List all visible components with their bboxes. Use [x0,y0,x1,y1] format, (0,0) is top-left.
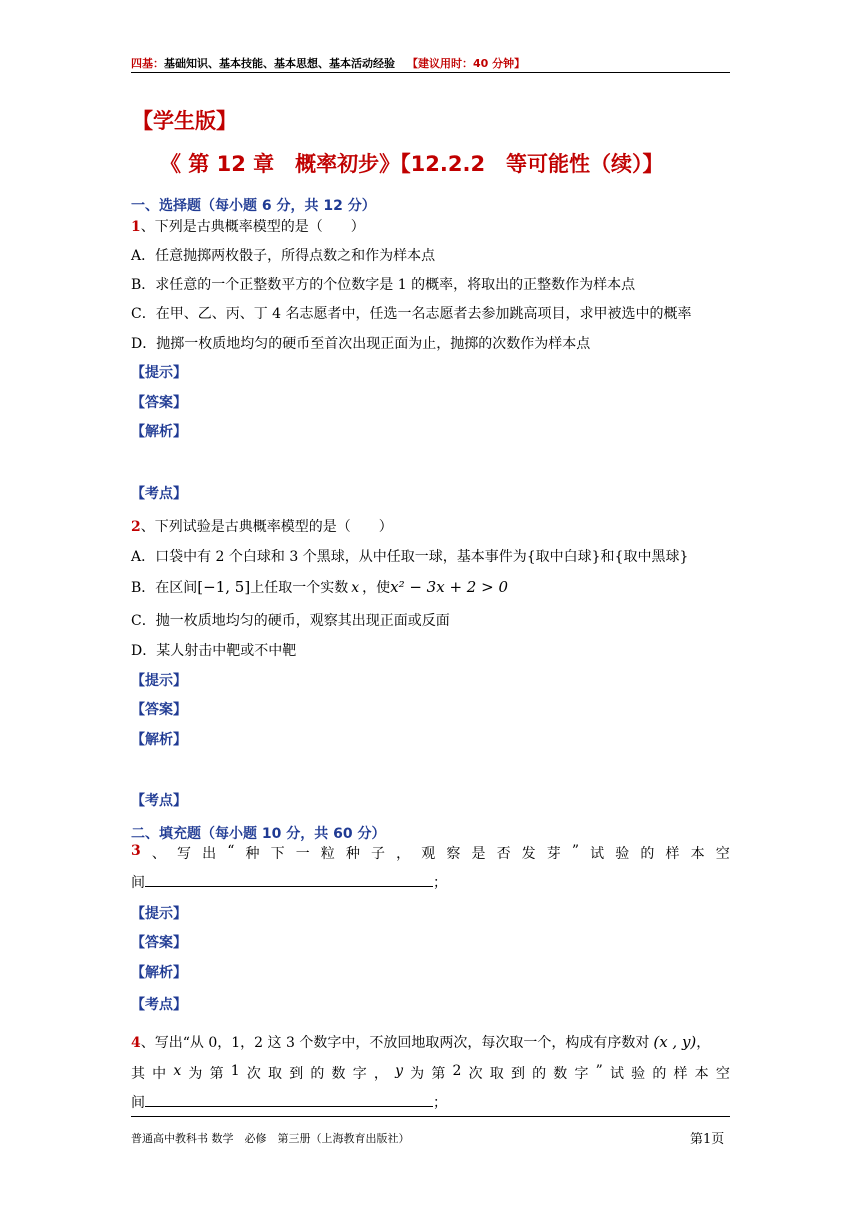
q4-line1-text: 、写出“从 0，1，2 这 3 个数字中，不放回地取两次，每次取一个，构成有序数对 [140,1035,650,1051]
q4-char: 的 [310,1066,325,1082]
q4-char: 1 [230,1063,240,1079]
chapter-title: 《 第 12 章 概率初步》【12.2.2 等可能性（续）】 [160,152,664,176]
q3-char: 子 [371,846,386,862]
q2-option-b-post: ，使 [362,580,391,596]
q4-number: 4 [131,1035,141,1051]
q2-stem-text: 、下列试验是古典概率模型的是（ ） [140,519,393,535]
q2-analysis-tag: 【解析】 [131,732,187,748]
q4-char: 取 [489,1066,504,1082]
q4-char: 数 [553,1066,568,1082]
footer-rule [131,1116,730,1117]
q1-option-d: D．抛掷一枚质地均匀的硬币至首次出现正面为止，抛掷的次数作为样本点 [131,336,591,352]
q4-end: ； [433,1095,447,1111]
q3-end: ； [433,875,447,891]
q3-number: 3 [131,843,141,859]
q4-line3-text: 间 [131,1095,145,1111]
q1-option-a: A．任意抛掷两枚骰子，所得点数之和作为样本点 [131,248,436,264]
q3-char: ， [396,846,411,862]
q4-char: 数 [331,1066,346,1082]
q1-stem-text: 、下列是古典概率模型的是（ ） [140,219,365,235]
q3-char: “ [227,843,235,859]
q4-line1 [131,1032,710,1052]
q4-char: x [173,1063,182,1079]
q4-char: 为 [188,1066,203,1082]
q1-stem [131,216,365,236]
q3-char: 出 [202,846,217,862]
q3-char: 、 [151,846,166,862]
q4-char: 验 [631,1066,646,1082]
q4-answer-blank[interactable] [145,1092,433,1107]
q3-char: 下 [270,846,285,862]
q4-char: 次 [468,1066,483,1082]
q2-answer-tag: 【答案】 [131,702,187,718]
q1-answer-tag: 【答案】 [131,395,187,411]
q3-char: 芽 [546,846,561,862]
q3-char: 样 [665,846,680,862]
q3-answer-tag: 【答案】 [131,935,187,951]
header-time: 【建议用时：40 分钟】 [407,57,526,70]
q3-answer-blank[interactable] [145,872,433,887]
q4-char: 次 [246,1066,261,1082]
q3-char: 验 [615,846,630,862]
page-header [131,55,525,71]
q3-char: 试 [590,846,605,862]
header-rule [131,72,730,73]
q2-option-b-var: x [351,580,360,596]
q1-analysis-tag: 【解析】 [131,424,187,440]
q4-char: 样 [673,1066,688,1082]
q3-char: 否 [496,846,511,862]
q3-char: 观 [421,846,436,862]
q3-char: 察 [446,846,461,862]
q2-option-b-interval: [−1, 5] [197,578,251,596]
q3-hint-tag: 【提示】 [131,906,187,922]
section2-title: 二、填充题（每小题 10 分，共 60 分） [131,826,386,842]
q3-char: 种 [245,846,260,862]
q3-char: ” [571,843,580,859]
q2-option-d: D．某人射击中靶或不中靶 [131,643,297,659]
q1-number: 1 [131,219,141,235]
q4-line1-end: ， [696,1035,711,1051]
section1-title: 一、选择题（每小题 6 分，共 12 分） [131,198,376,214]
q4-pair: (x , y) [653,1033,697,1051]
q3-char: 一 [295,846,310,862]
q4-char: 空 [715,1066,730,1082]
q1-point-tag: 【考点】 [131,486,187,502]
q3-line1 [131,843,730,863]
q4-char: 其 [131,1066,145,1082]
q2-option-a: A．口袋中有 2 个白球和 3 个黑球，从中任取一球，基本事件为{取中白球}和{取中黑球} [131,549,689,565]
q2-hint-tag: 【提示】 [131,673,187,689]
q3-char: 是 [471,846,486,862]
q2-number: 2 [131,519,141,535]
q4-char: 的 [532,1066,547,1082]
q3-char: 写 [176,846,191,862]
header-label: 四基： [131,57,164,70]
header-topics: 基础知识、基本技能、基本思想、基本活动经验 [164,57,395,70]
q4-char: 到 [289,1066,304,1082]
q2-option-c: C．抛一枚质地均匀的硬币，观察其出现正面或反面 [131,613,450,629]
q1-option-b: B．求任意的一个正整数平方的个位数字是 1 的概率，将取出的正整数作为样本点 [131,277,636,293]
q4-char: 字 [574,1066,589,1082]
q4-char: 第 [209,1066,224,1082]
q4-char: ， [373,1066,388,1082]
q4-line2 [131,1063,730,1083]
q4-char: 为 [410,1066,425,1082]
q2-point-tag: 【考点】 [131,793,187,809]
q1-hint-tag: 【提示】 [131,365,187,381]
q2-option-b-mid: 上任取一个实数 [250,580,349,596]
footer-book: 普通高中教科书 数学 必修 第三册（上海教育出版社） [131,1132,410,1145]
q2-option-b-formula: x² − 3x + 2 > 0 [390,578,508,596]
q1-option-c: C．在甲、乙、丙、丁 4 名志愿者中，任选一名志愿者去参加跳高项目，求甲被选中的概率 [131,306,692,322]
q3-char: 空 [715,846,730,862]
q4-char: 的 [652,1066,667,1082]
q3-analysis-tag: 【解析】 [131,965,187,981]
q2-stem [131,516,393,536]
q4-char: 本 [694,1066,709,1082]
q4-char: 第 [431,1066,446,1082]
q3-line2 [131,872,447,892]
q4-char: 字 [352,1066,367,1082]
q4-char: 到 [510,1066,525,1082]
q4-char: ” [595,1063,603,1079]
q3-char: 粒 [320,846,335,862]
q4-char: 取 [268,1066,283,1082]
q4-char: 中 [152,1066,167,1082]
footer-page-number: 第1页 [690,1132,725,1147]
q2-option-b-pre: B．在区间 [131,580,198,596]
q4-line3 [131,1092,447,1112]
q3-point-tag: 【考点】 [131,997,187,1013]
q3-char: 本 [690,846,705,862]
q3-line2-text: 间 [131,875,145,891]
q4-char: 2 [452,1063,462,1079]
q4-char: 试 [609,1066,624,1082]
q3-char: 种 [345,846,360,862]
q3-char: 的 [640,846,655,862]
q3-char: 发 [521,846,536,862]
q4-char: y [395,1063,403,1079]
student-version-title: 【学生版】 [132,109,237,133]
q2-option-b [131,577,508,597]
